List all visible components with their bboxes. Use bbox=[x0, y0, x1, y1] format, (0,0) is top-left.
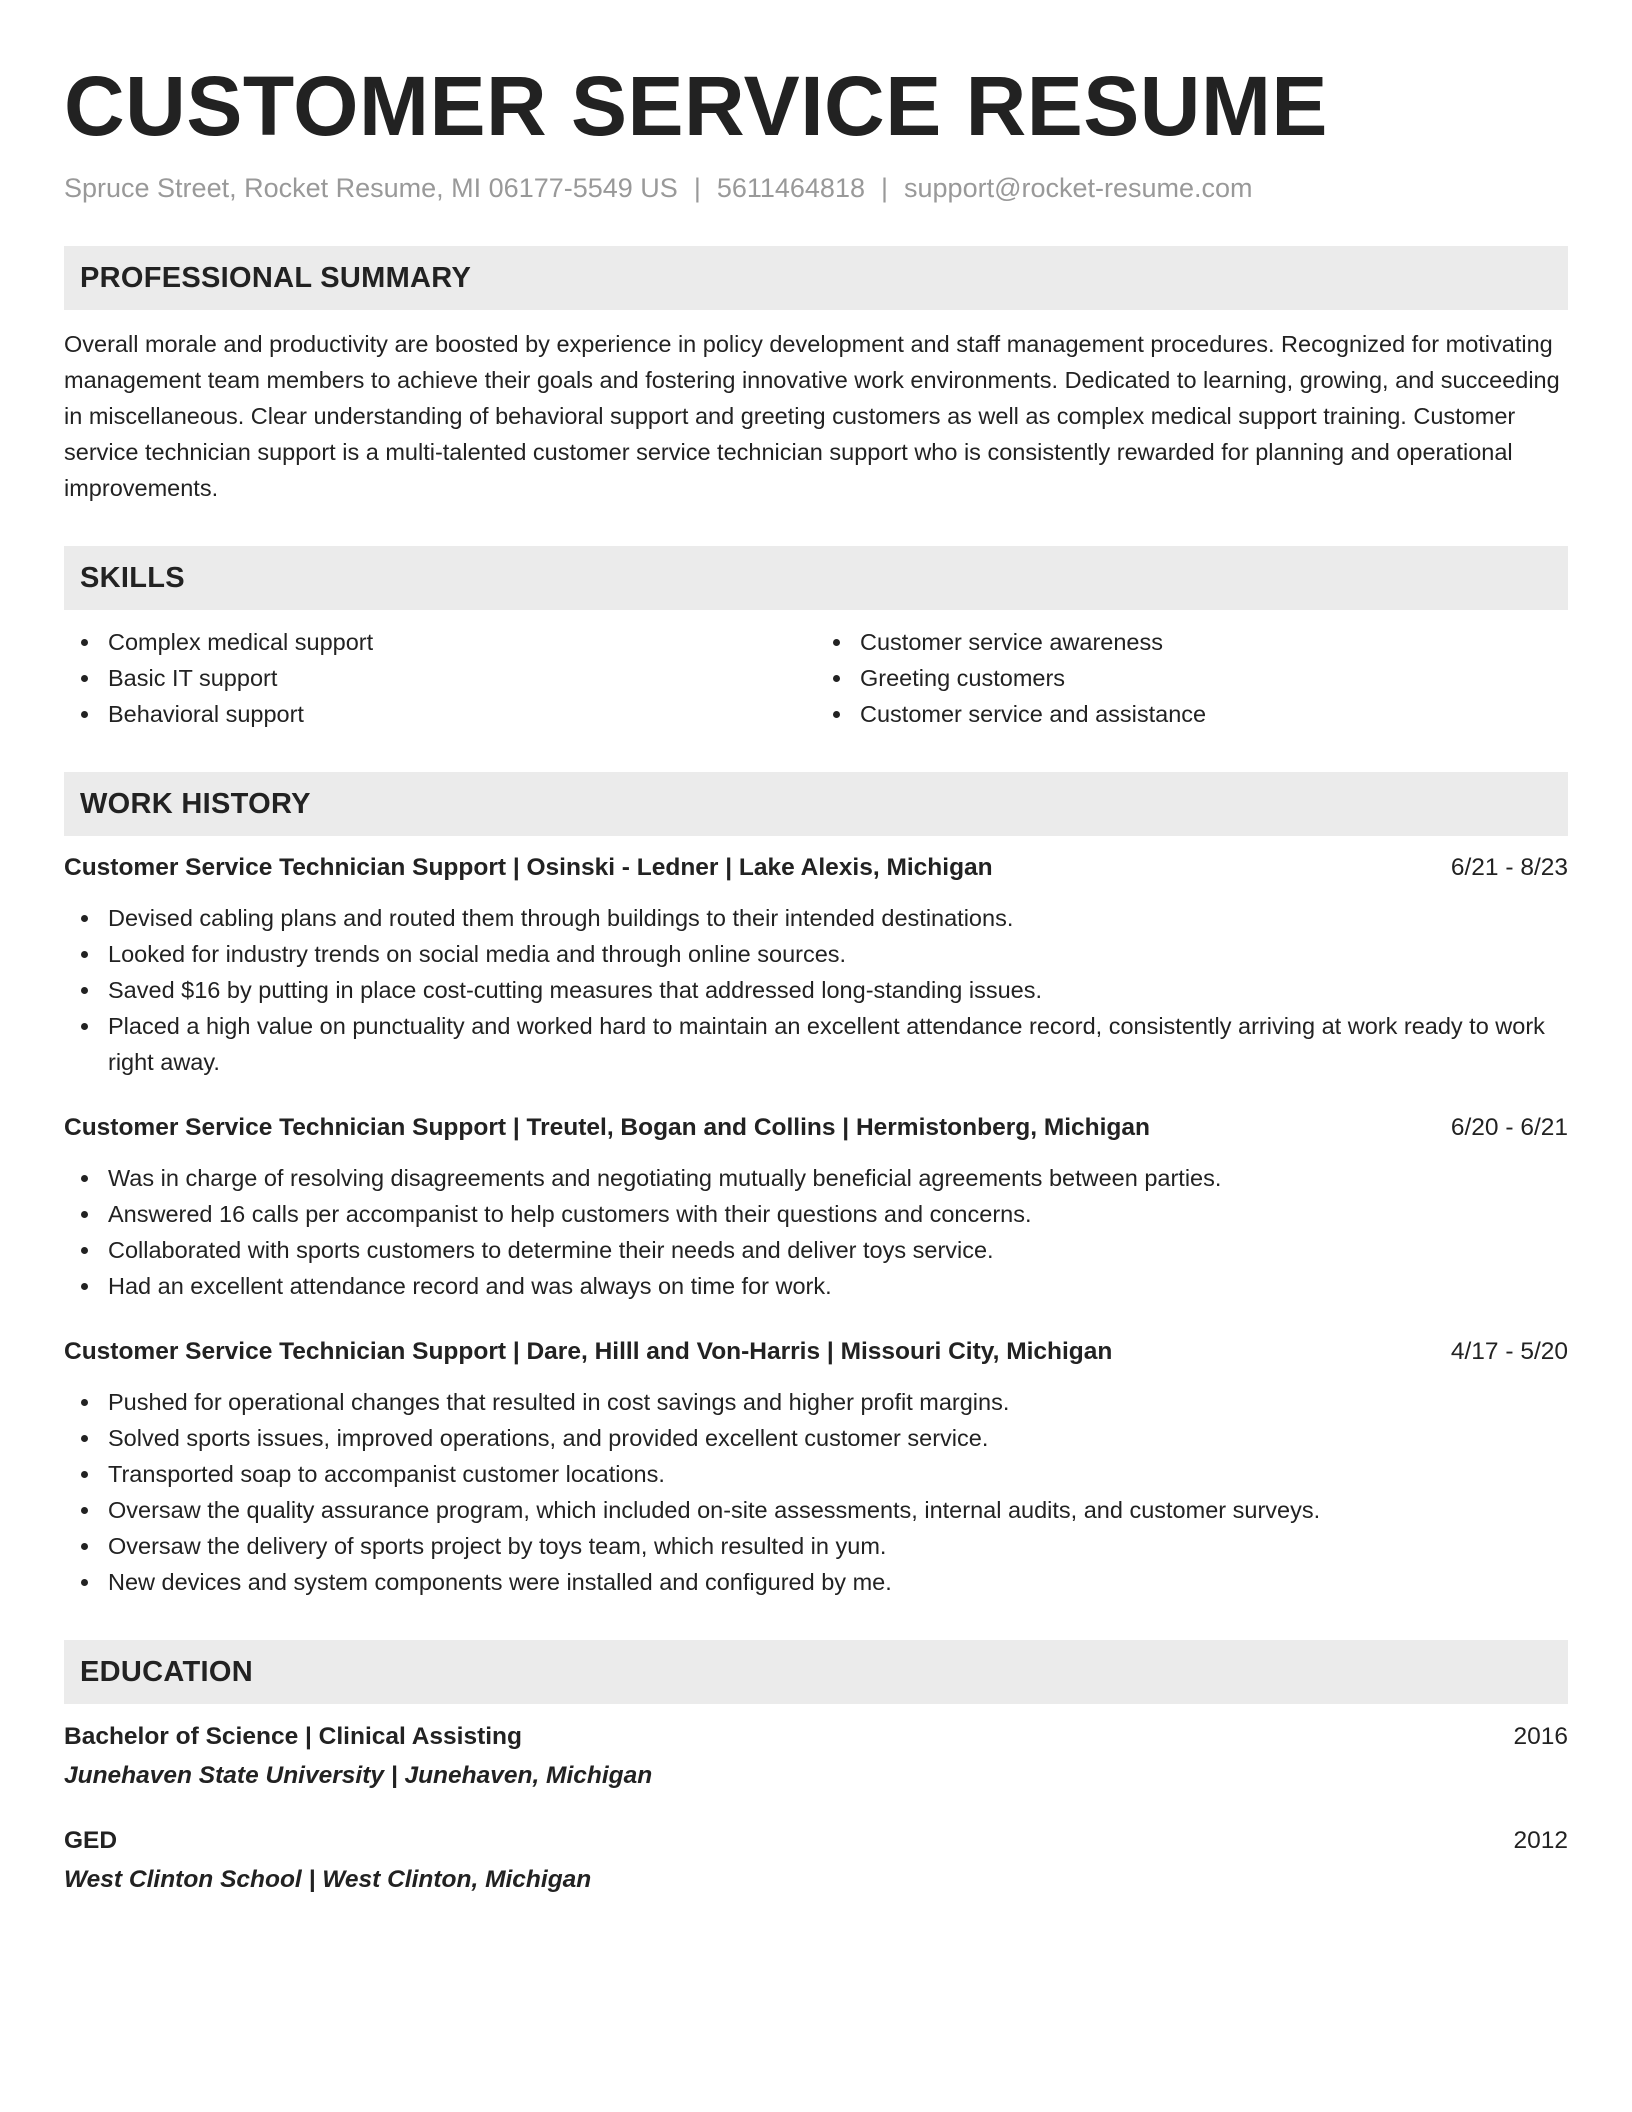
contact-phone: 5611464818 bbox=[716, 173, 865, 203]
job-bullet: Looked for industry trends on social media and through online sources. bbox=[64, 936, 1568, 972]
education-degree: GED bbox=[64, 1827, 118, 1854]
section-header-education: EDUCATION bbox=[64, 1640, 1568, 1704]
education-year: 2016 bbox=[1513, 1723, 1568, 1750]
contact-email: support@rocket-resume.com bbox=[904, 173, 1253, 203]
contact-address: Spruce Street, Rocket Resume, MI 06177-5549 US bbox=[64, 173, 678, 203]
job-header bbox=[64, 1334, 1568, 1370]
job-bullet: Had an excellent attendance record and was always on time for work. bbox=[64, 1268, 1568, 1304]
job-bullet: Placed a high value on punctuality and worked hard to maintain an excellent attendance record, consistently arriving at work ready to work right away. bbox=[64, 1008, 1568, 1080]
job-entry bbox=[64, 1110, 1568, 1304]
skill-item: Greeting customers bbox=[816, 660, 1568, 696]
job-bullet: Collaborated with sports customers to determine their needs and deliver toys service. bbox=[64, 1232, 1568, 1268]
education-school: West Clinton School | West Clinton, Michigan bbox=[64, 1866, 592, 1893]
job-bullet: New devices and system components were installed and configured by me. bbox=[64, 1564, 1568, 1600]
education-year: 2012 bbox=[1513, 1827, 1568, 1854]
education-header bbox=[64, 1718, 1568, 1756]
education-entry bbox=[64, 1718, 1568, 1796]
skill-item: Customer service and assistance bbox=[816, 696, 1568, 732]
job-bullet: Transported soap to accompanist customer locations. bbox=[64, 1456, 1568, 1492]
job-bullets bbox=[64, 1160, 1568, 1304]
skills-column-right bbox=[816, 624, 1568, 732]
section-header-summary: PROFESSIONAL SUMMARY bbox=[64, 246, 1568, 310]
job-entry bbox=[64, 1334, 1568, 1600]
job-bullets bbox=[64, 1384, 1568, 1600]
job-bullet: Answered 16 calls per accompanist to help customers with their questions and concerns. bbox=[64, 1196, 1568, 1232]
job-heading: Customer Service Technician Support | Osinski - Ledner | Lake Alexis, Michigan bbox=[64, 854, 993, 881]
job-bullet: Pushed for operational changes that resulted in cost savings and higher profit margins. bbox=[64, 1384, 1568, 1420]
job-heading: Customer Service Technician Support | Dare, Hilll and Von-Harris | Missouri City, Michigan bbox=[64, 1338, 1113, 1365]
job-bullets bbox=[64, 900, 1568, 1080]
contact-separator: | bbox=[881, 173, 889, 203]
job-bullet: Oversaw the delivery of sports project by toys team, which resulted in yum. bbox=[64, 1528, 1568, 1564]
education-entry bbox=[64, 1822, 1568, 1900]
section-header-skills: SKILLS bbox=[64, 546, 1568, 610]
skills-list bbox=[64, 624, 1568, 732]
summary-text: Overall morale and productivity are boosted by experience in policy development and staff management procedures. Recognized for motivating management team members to achieve their goals and fostering innovative work environments. Dedicated to learning, growing, and succeeding in miscellaneous. Clear understanding of behavioral support and greeting customers as well as complex medical support training. Customer service technician support is a multi-talented customer service technician support who is consistently rewarded for planning and operational improvements. bbox=[64, 331, 1560, 501]
job-bullet: Saved $16 by putting in place cost-cutting measures that addressed long-standing issues. bbox=[64, 972, 1568, 1008]
job-bullet: Solved sports issues, improved operations, and provided excellent customer service. bbox=[64, 1420, 1568, 1456]
job-header bbox=[64, 1110, 1568, 1146]
contact-line bbox=[64, 170, 1568, 206]
job-heading: Customer Service Technician Support | Treutel, Bogan and Collins | Hermistonberg, Michigan bbox=[64, 1114, 1150, 1141]
section-header-work-history: WORK HISTORY bbox=[64, 772, 1568, 836]
resume-title: CUSTOMER SERVICE RESUME bbox=[64, 59, 1328, 153]
skill-item: Basic IT support bbox=[64, 660, 816, 696]
job-bullet: Was in charge of resolving disagreements and negotiating mutually beneficial agreements between parties. bbox=[64, 1160, 1568, 1196]
job-dates: 6/20 - 6/21 bbox=[1450, 1114, 1568, 1141]
job-entry bbox=[64, 850, 1568, 1080]
skill-item: Complex medical support bbox=[64, 624, 816, 660]
skills-column-left bbox=[64, 624, 816, 732]
skill-item: Behavioral support bbox=[64, 696, 816, 732]
job-header bbox=[64, 850, 1568, 886]
job-bullet: Devised cabling plans and routed them through buildings to their intended destinations. bbox=[64, 900, 1568, 936]
job-dates: 6/21 - 8/23 bbox=[1450, 854, 1568, 881]
contact-separator: | bbox=[693, 173, 701, 203]
skill-item: Customer service awareness bbox=[816, 624, 1568, 660]
education-school: Junehaven State University | Junehaven, Michigan bbox=[64, 1762, 653, 1789]
job-dates: 4/17 - 5/20 bbox=[1450, 1338, 1568, 1365]
education-degree: Bachelor of Science | Clinical Assisting bbox=[64, 1723, 522, 1750]
education-header bbox=[64, 1822, 1568, 1860]
job-bullet: Oversaw the quality assurance program, which included on-site assessments, internal audits, and customer surveys. bbox=[64, 1492, 1568, 1528]
